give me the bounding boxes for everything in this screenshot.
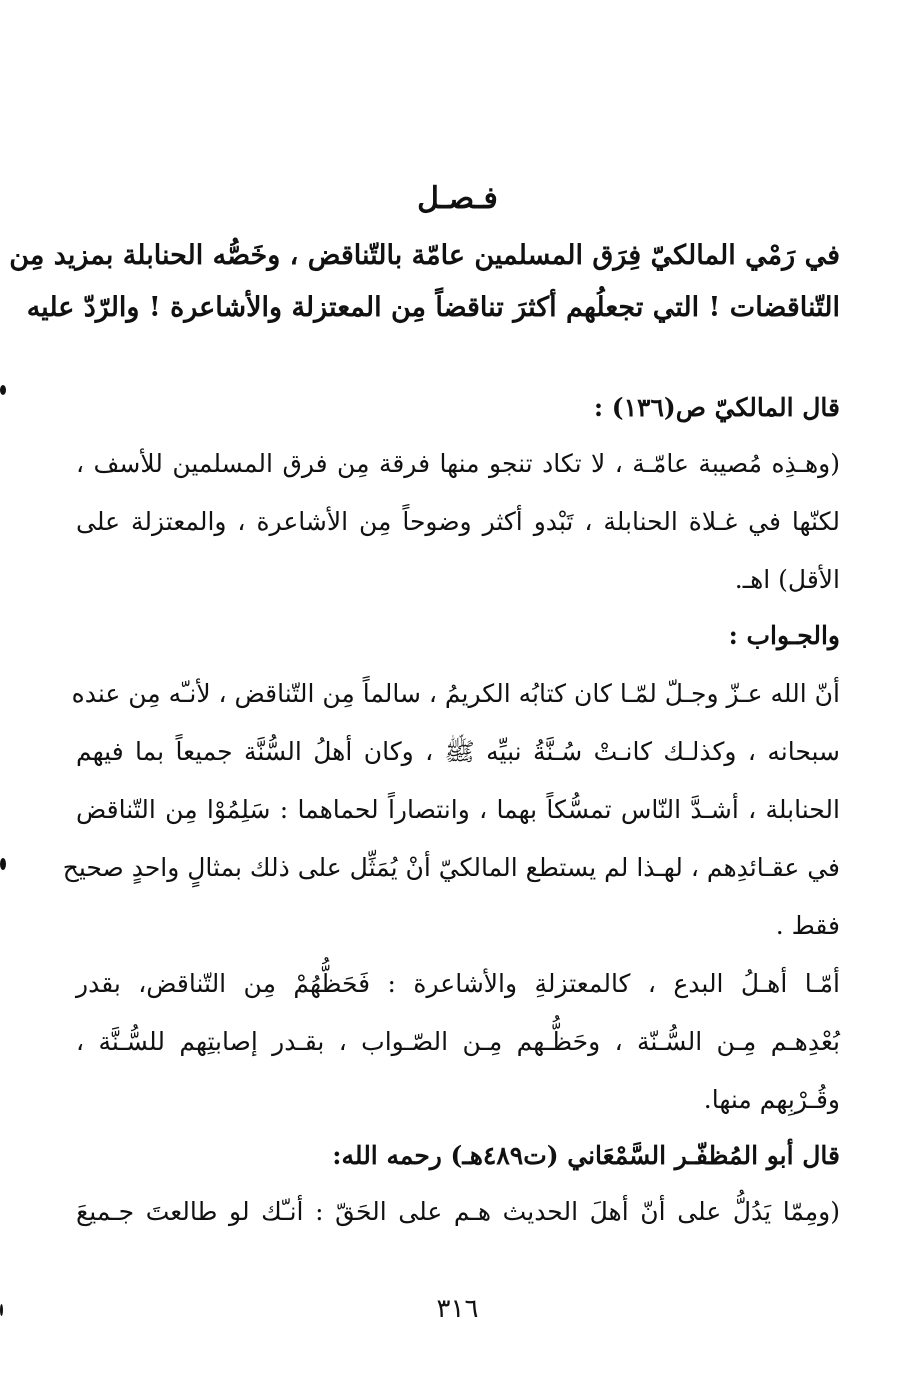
citation-heading: قال أبو المُظفّـر السَّمْعَاني (ت٤٨٩هـ) رحمه الله: bbox=[332, 1141, 840, 1170]
body-line: (وهـذِه مُصيبة عامّـة ، لا تكاد تنجو منها فرقة مِن فرق المسلمين للأسف ، bbox=[76, 449, 840, 478]
body-line: في عقـائدِهم ، لهـذا لم يستطع المالكيّ أنْ يُمَثِّل على ذلك بمثالٍ واحدٍ صحيح bbox=[62, 853, 840, 882]
body-line: الأقل) اهـ. bbox=[734, 565, 840, 594]
quote-intro: قال المالكيّ ص(١٣٦) : bbox=[593, 393, 840, 422]
body-line: أمّـا أهـلُ البدع ، كالمعتزلةِ والأشاعرة : فَحَظُّهُمْ مِن التّناقض، بقدر bbox=[76, 969, 840, 998]
section-title: فـصـل bbox=[417, 181, 498, 216]
page-number: ٣١٦ bbox=[436, 1294, 479, 1324]
scan-edge-mark bbox=[0, 858, 6, 870]
body-line: لكنّها في غـلاة الحنابلة ، تَبْدو أكثر وضوحاً مِن الأشاعرة ، والمعتزلة على bbox=[76, 507, 840, 536]
body-line: الحنابلة ، أشـدَّ النّاس تمسُّكاً بهما ، وانتصاراً لحماهما : سَلِمُوْا مِن التّناقض bbox=[76, 795, 840, 824]
body-line: أنّ الله عـزّ وجـلّ لمّـا كان كتابُه الكريمُ ، سالماً مِن التّناقض ، لأنـّه مِن عنده bbox=[71, 679, 840, 708]
scan-edge-mark bbox=[0, 385, 6, 395]
answer-heading: والجـواب : bbox=[728, 621, 840, 650]
body-line: وقُـرْبِهم منها. bbox=[703, 1085, 840, 1114]
body-line: سبحانه ، وكذلـك كانـتْ سُـنَّةُ نبيِّه ﷺ ، وكان أهلُ السُّنَّة جميعاً بما فيهم bbox=[76, 737, 840, 766]
scan-edge-mark bbox=[0, 1304, 3, 1316]
body-line: بُعْدِهـم مِـن السُّـنّة ، وحَظُّـهم مِـن الصّـواب ، بقـدر إصابتِهم للسُّـنَّة ، bbox=[76, 1027, 840, 1056]
body-line: (ومِمّا يَدُلُّ على أنّ أهلَ الحديث هـم على الحَقّ : أنـّك لو طالعتَ جـميعَ bbox=[76, 1197, 840, 1226]
section-heading-line-1: في رَمْي المالكيّ فِرَق المسلمين عامّة بالتّناقض ، وخَصُّه الحنابلة بمزيد مِن bbox=[9, 240, 840, 271]
body-line: فقط . bbox=[775, 911, 840, 940]
section-heading-line-2: التّناقضات ! التي تجعلُهم أكثرَ تناقضاً مِن المعتزلة والأشاعرة ! والرّدّ عليه bbox=[26, 292, 840, 323]
